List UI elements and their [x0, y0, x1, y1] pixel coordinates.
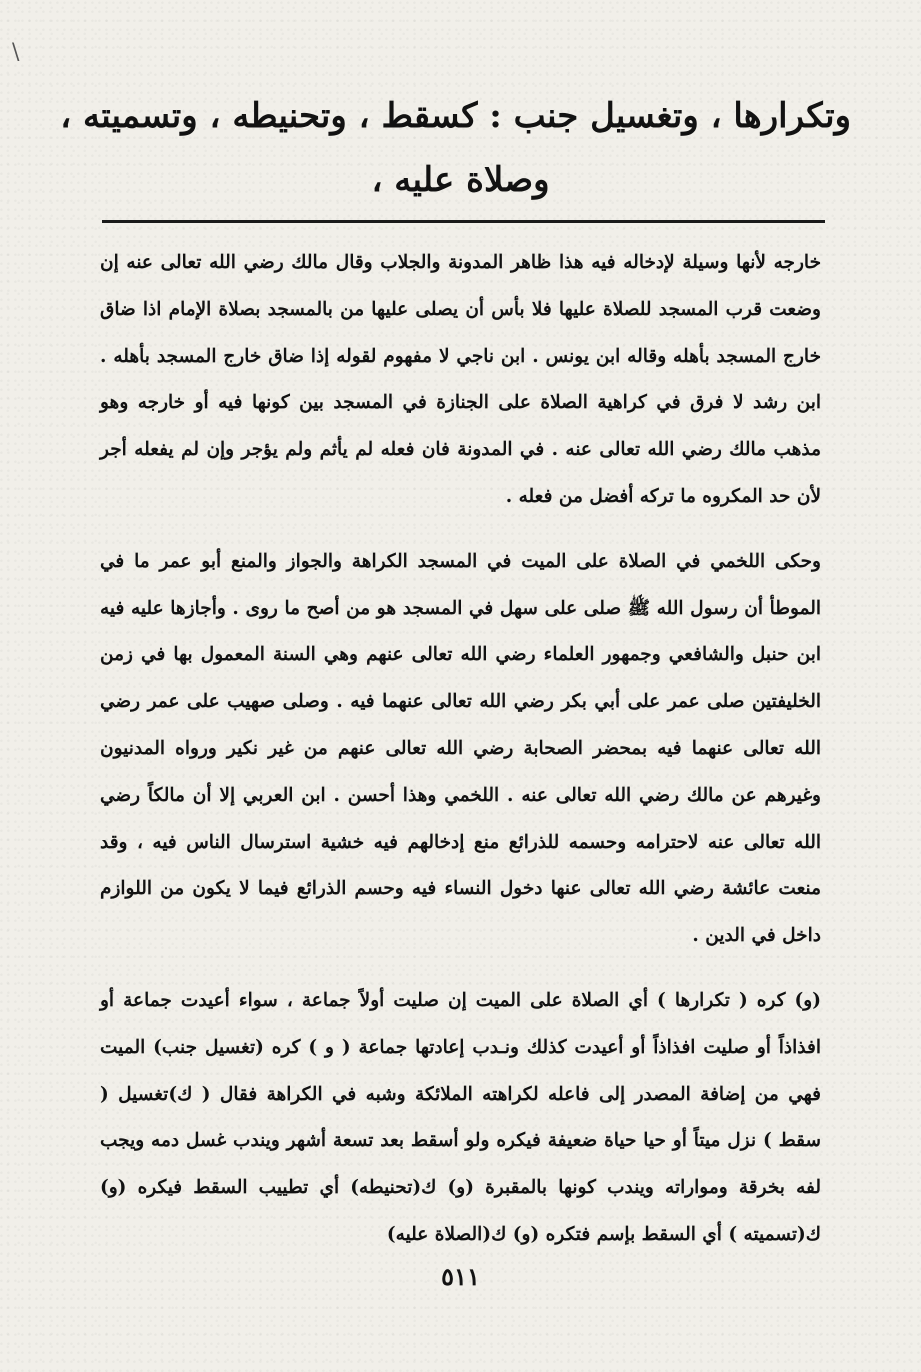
page-number: ٥١١ [441, 1262, 480, 1291]
header-divider [102, 220, 825, 223]
matn-header-line-2: وصلاة عليه ، [371, 160, 550, 200]
margin-mark: \ [12, 40, 20, 65]
paragraph-3: (و) كره ( تكرارها ) أي الصلاة على الميت إن صليت أولاً جماعة ، سواء أعيدت جماعة أو افذاذاً أو صليت افذاذاً أو أعيدت كذلك ونـدب إعادتها جماعة ( و ) كره (تغسيل جنب) الميت فهي من إضافة المصدر إلى فاعله لكراهته الملائكة وشبه في الكراهة فقال ( ك)تغسيل ( سقط ) نزل ميتاً أو حيا حياة ضعيفة فيكره ولو أسقط بعد تسعة أشهر ويندب غسل دمه ويجب لفه بخرقة ومواراته ويندب كونها بالمقبرة (و) ك(تحنيطه) أي تطييب السقط فيكره (و) ك(تسميته ) أي السقط بإسم فتكره (و) ك(الصلاة عليه) [100, 989, 821, 1245]
paragraph-gap [100, 521, 821, 539]
paragraph-gap [100, 960, 821, 978]
matn-header-line-1: وتكرارها ، وتغسيل جنب : كسقط ، وتحنيطه ، وتسميته ، [60, 96, 851, 136]
paragraph-2: وحكى اللخمي في الصلاة على الميت في المسجد الكراهة والجواز والمنع أبو عمر ما في الموطأ أن رسول الله ﷺ صلى على سهل في المسجد هو من أصح ما روى . وأجازها عليه فيه ابن حنبل والشافعي وجمهور العلماء رضي الله تعالى عنهم وهي السنة المعمول بها في زمن الخليفتين صلى عمر على أبي بكر رضي الله تعالى عنهما فيه . وصلى صهيب على عمر رضي الله تعالى عنهما فيه بمحضر الصحابة رضي الله تعالى عنهم من غير نكير ورواه المدنيون وغيرهم عن مالك رضي الله تعالى عنه . اللخمي وهذا أحسن . ابن العربي إلا أن مالكاً رضي الله تعالى عنه لاحترامه وحسمه للذرائع منع إدخالهم فيه خشية استرسال الناس فيه ، وقد منعت عائشة رضي الله تعالى عنها دخول النساء فيه وحسم الذرائع فيما لا يكون من اللوازم داخل في الدين . [100, 550, 821, 947]
matn-header [60, 84, 851, 212]
paragraph-1: خارجه لأنها وسيلة لإدخاله فيه هذا ظاهر المدونة والجلاب وقال مالك رضي الله تعالى عنه إن وضعت قرب المسجد للصلاة عليها فلا بأس أن يصلى عليها من بالمسجد بصلاة الإمام اذا ضاق خارج المسجد بأهله وقاله ابن يونس . ابن ناجي لا مفهوم لقوله إذا ضاق خارج المسجد بأهله . ابن رشد لا فرق في كراهية الصلاة على الجنازة في المسجد بين كونها فيه أو خارجه وهو مذهب مالك رضي الله تعالى عنه . في المدونة فان فعله لم يأثم ولم يؤجر وإن لم يفعله أجر لأن حد المكروه ما تركه أفضل من فعله . [100, 252, 821, 507]
commentary-body [100, 240, 821, 1259]
